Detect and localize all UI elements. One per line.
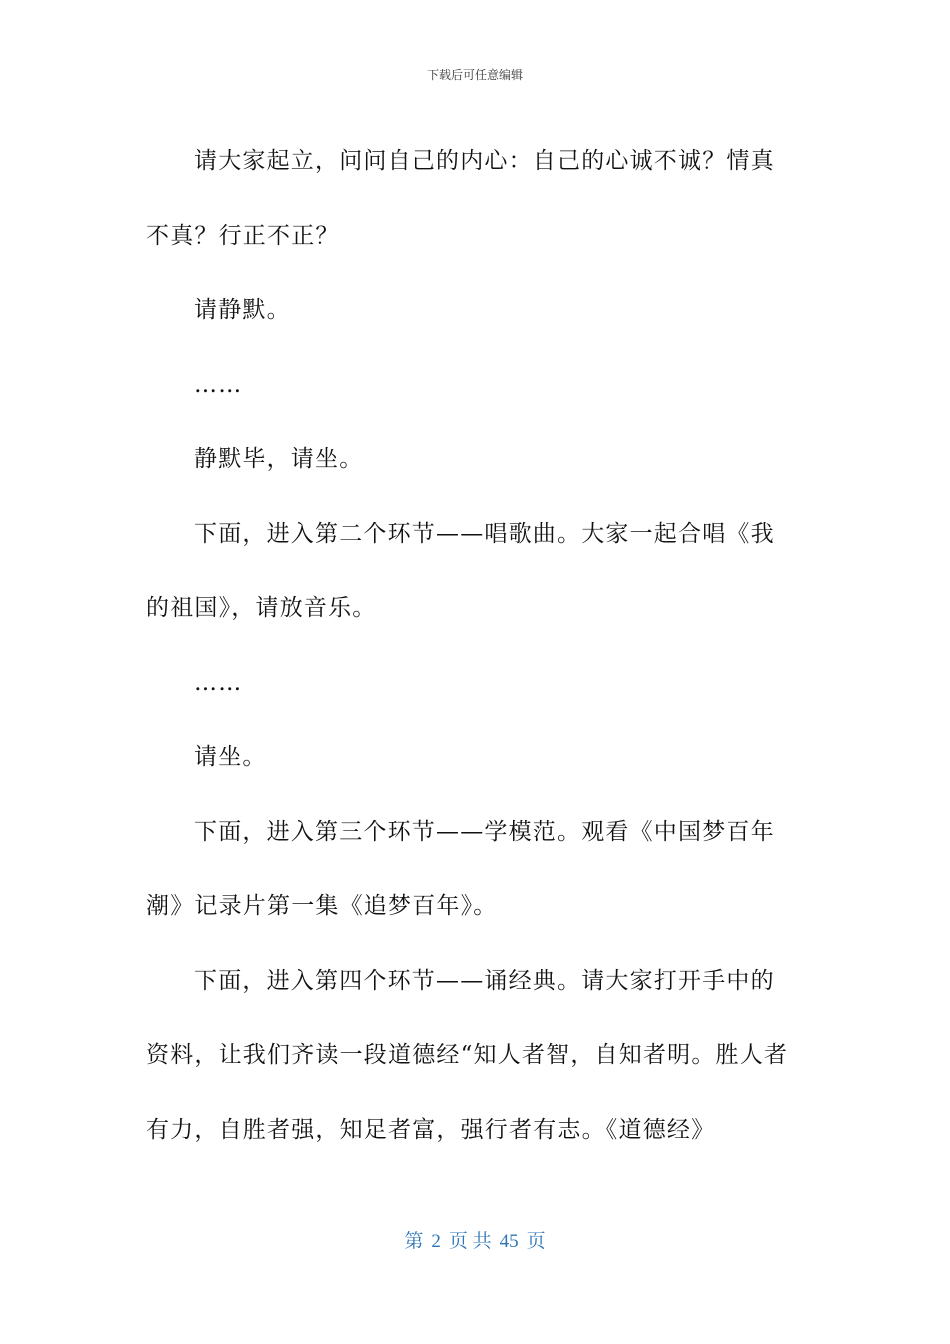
paragraph-6: …… <box>194 669 243 696</box>
paragraph-5: 下面，进入第二个环节——唱歌曲。大家一起合唱《我的祖国》，请放音乐。 <box>146 520 775 621</box>
paragraph-2: 请静默。 <box>194 297 291 323</box>
paragraph-7: 请坐。 <box>194 744 267 770</box>
paragraph-9: 下面，进入第四个环节——诵经典。请大家打开手中的资料，让我们齐读一段道德经“知人者智，自知者明。胜人者有力，自胜者强，知足者富，强行者有志。《道德经》 <box>146 967 789 1143</box>
footer-page-number: 2 <box>431 1231 441 1252</box>
page-header: 下载后可任意编辑 <box>426 68 523 82</box>
paragraph-3: …… <box>194 371 243 398</box>
page-footer <box>0 1226 950 1253</box>
document-body <box>146 124 796 1167</box>
footer-suffix: 页 <box>526 1231 546 1252</box>
footer-middle: 页 共 <box>448 1231 492 1252</box>
footer-total-pages: 45 <box>499 1231 519 1252</box>
footer-prefix: 第 <box>404 1231 424 1252</box>
paragraph-1: 请大家起立，问问自己的内心：自己的心诚不诚？情真不真？行正不正？ <box>146 148 775 249</box>
paragraph-8: 下面，进入第三个环节——学模范。观看《中国梦百年潮》记录片第一集《追梦百年》。 <box>146 818 775 919</box>
paragraph-4: 静默毕，请坐。 <box>194 446 364 472</box>
